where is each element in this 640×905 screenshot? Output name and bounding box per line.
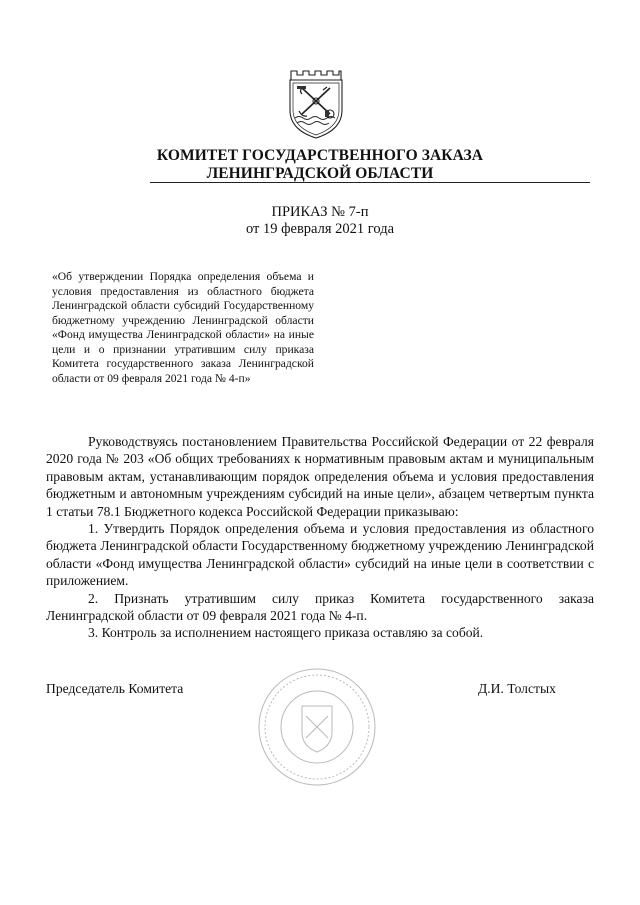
order-item-1: 1. Утвердить Порядок определения объема и условия предоставления из областного бюджета Ленинградской области Государственному бюджетному учреждению Ленинградской области «Фонд имущества Ленинградской области» субсидий на иные цели в соответствии с приложением.: [46, 521, 594, 589]
order-date: от 19 февраля 2021 года: [245, 220, 395, 237]
organization-name: [150, 147, 490, 183]
signatory-position: Председатель Комитета: [46, 681, 184, 696]
order-title: ПРИКАЗ № 7-п: [271, 204, 369, 220]
signatory-name: Д.И. Толстых: [478, 681, 556, 696]
order-heading: [200, 204, 440, 237]
official-stamp-icon: [256, 666, 378, 788]
coat-of-arms-icon: [285, 66, 347, 140]
org-line-2: ЛЕНИНГРАДСКОЙ ОБЛАСТИ: [206, 165, 434, 182]
order-item-2: 2. Признать утратившим силу приказ Комитета государственного заказа Ленинградской области от 09 февраля 2021 года № 4-п.: [46, 590, 594, 624]
preamble-paragraph: Руководствуясь постановлением Правительства Российской Федерации от 22 февраля 2020 года № 203 «Об общих требованиях к нормативным правовым актам и муниципальным правовым актам, устанавливающим порядок определения объема и условия предоставления бюджетным и автономным учреждениям субсидий на иные цели», абзацем четвертым пункта 1 статьи 78.1 Бюджетного кодекса Российской Федерации приказываю:: [46, 434, 594, 519]
header-divider: [150, 182, 590, 183]
org-line-1: КОМИТЕТ ГОСУДАРСТВЕННОГО ЗАКАЗА: [156, 147, 484, 164]
order-item-3: 3. Контроль за исполнением настоящего приказа оставляю за собой.: [88, 625, 484, 641]
order-body: [46, 433, 594, 642]
order-subject: «Об утверждении Порядка определения объема и условия предоставления из областного бюджета Ленинградской области субсидий Государственному бюджетному учреждению Ленинградской области «Фонд имущества Ленинградской области» на иные цели и о признании утратившим силу приказа Комитета государственного заказа Ленинградской области от 09 февраля 2021 года № 4-п»: [52, 270, 314, 385]
